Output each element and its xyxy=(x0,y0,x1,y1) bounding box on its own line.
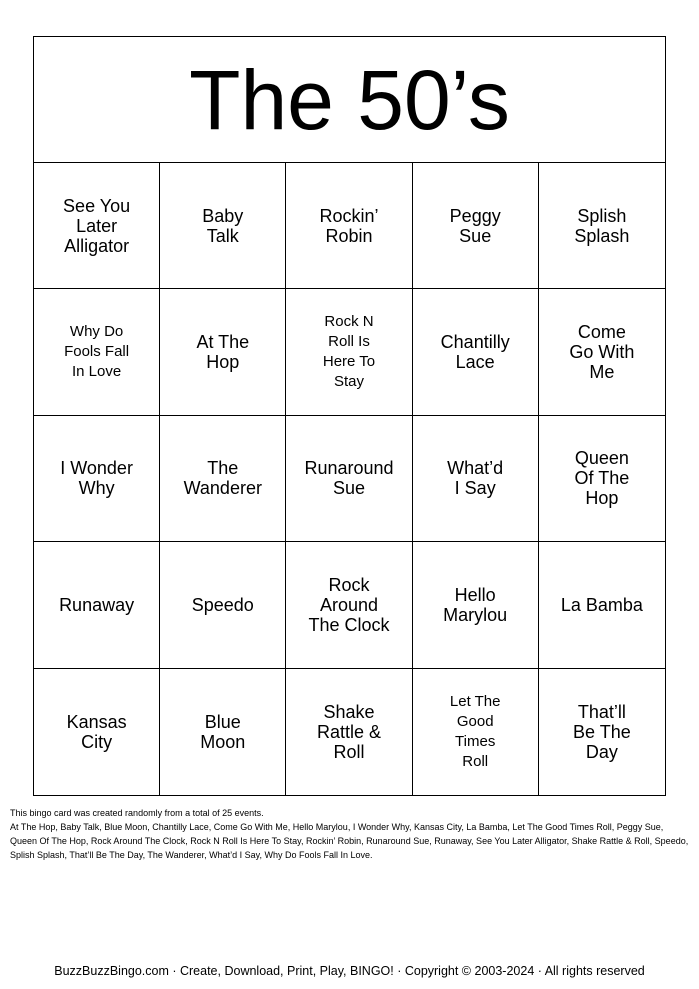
bingo-cell: Rock N Roll Is Here To Stay xyxy=(286,289,412,415)
bingo-cell: Rockin’ Robin xyxy=(286,163,412,289)
bingo-grid xyxy=(34,163,665,795)
bingo-cell: Runaway xyxy=(34,542,160,668)
bingo-cell: Speedo xyxy=(160,542,286,668)
card-title: The 50’s xyxy=(34,37,665,163)
bingo-cell: Come Go With Me xyxy=(539,289,665,415)
bingo-cell: Queen Of The Hop xyxy=(539,416,665,542)
bingo-cell: Baby Talk xyxy=(160,163,286,289)
bingo-cell: At The Hop xyxy=(160,289,286,415)
bingo-cell: Chantilly Lace xyxy=(413,289,539,415)
bingo-cell: Rock Around The Clock xyxy=(286,542,412,668)
bingo-cell: Kansas City xyxy=(34,669,160,795)
bingo-cell: Splish Splash xyxy=(539,163,665,289)
event-list: At The Hop, Baby Talk, Blue Moon, Chantilly Lace, Come Go With Me, Hello Marylou, I Wonder Why, Kansas City, La Bamba, Let The Good Times Roll, Peggy Sue, Queen Of The Hop, Rock Around The Clock, Rock N Roll Is Here To Stay, Rockin’ Robin, Runaround Sue, Runaway, See You Later Alligator, Shake Rattle & Roll, Speedo, Splish Splash, That’ll Be The Day, The Wanderer, What’d I Say, Why Do Fools Fall In Love. xyxy=(10,822,689,860)
bingo-cell: Runaround Sue xyxy=(286,416,412,542)
bingo-cell: See You Later Alligator xyxy=(34,163,160,289)
bingo-cell: Shake Rattle & Roll xyxy=(286,669,412,795)
bingo-cell: Hello Marylou xyxy=(413,542,539,668)
bingo-cell: La Bamba xyxy=(539,542,665,668)
bingo-cell: Peggy Sue xyxy=(413,163,539,289)
bingo-cell: Blue Moon xyxy=(160,669,286,795)
bingo-cell: The Wanderer xyxy=(160,416,286,542)
bingo-card xyxy=(33,36,666,796)
card-footnote xyxy=(10,806,690,862)
bingo-cell: Why Do Fools Fall In Love xyxy=(34,289,160,415)
random-note: This bingo card was created randomly from a total of 25 events. xyxy=(10,808,264,818)
bingo-cell: I Wonder Why xyxy=(34,416,160,542)
bingo-cell: That’ll Be The Day xyxy=(573,701,631,762)
copyright-line: BuzzBuzzBingo.com · Create, Download, Print, Play, BINGO! · Copyright © 2003-2024 · All rights reserved xyxy=(54,964,645,978)
bingo-cell: Let The Good Times Roll xyxy=(413,669,539,795)
bingo-cell: What’d I Say xyxy=(413,416,539,542)
